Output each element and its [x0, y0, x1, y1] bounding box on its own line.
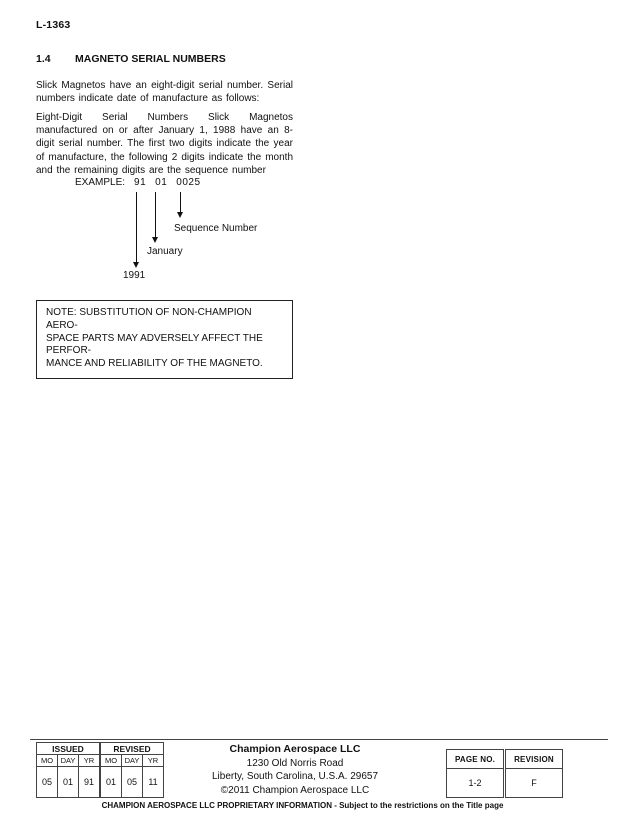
revision-value: F	[531, 778, 537, 788]
issued-mo-value: 05	[37, 767, 58, 798]
company-copyright: ©2011 Champion Aerospace LLC	[220, 784, 370, 796]
revised-mo-value: 01	[101, 767, 122, 798]
revised-day-value: 05	[122, 767, 143, 798]
proprietary-notice: CHAMPION AEROSPACE LLC PROPRIETARY INFORMATION - Subject to the restrictions on the Title page	[101, 801, 504, 810]
year-arrow-line	[136, 192, 137, 263]
sequence-arrow-line	[180, 192, 181, 213]
note-line-1: NOTE: SUBSTITUTION OF NON-CHAMPION AERO-	[46, 307, 252, 331]
example-sequence-digits: 0025	[176, 177, 201, 188]
example-label: EXAMPLE:	[75, 177, 126, 188]
revised-col-mo: MO	[101, 755, 122, 767]
month-label: January	[147, 246, 183, 257]
page-no-header: PAGE NO.	[447, 750, 503, 769]
revision-box	[505, 749, 563, 798]
issued-table	[36, 742, 100, 798]
month-arrow-line	[155, 192, 156, 238]
paragraph-serial-intro: Slick Magnetos have an eight-digit serial number. Serial numbers indicate date of manufacture as follows:	[36, 80, 293, 105]
company-block	[180, 743, 410, 797]
example-line	[75, 177, 201, 188]
company-name: Champion Aerospace LLC	[229, 743, 361, 755]
note-line-2: SPACE PARTS MAY ADVERSELY AFFECT THE PERFOR-	[46, 332, 263, 357]
year-label: 1991	[123, 270, 146, 281]
year-arrow	[133, 192, 140, 268]
section-number: 1.4	[36, 53, 51, 65]
issued-col-mo: MO	[37, 755, 58, 767]
issued-day-value: 01	[58, 767, 79, 798]
page-no-box	[446, 749, 504, 798]
note-box	[36, 300, 293, 379]
year-arrow-head	[133, 262, 139, 268]
issued-col-day: DAY	[58, 755, 79, 767]
issued-header: ISSUED	[37, 743, 100, 755]
note-line-3: MANCE AND RELIABILITY OF THE MAGNETO.	[46, 358, 263, 370]
issued-yr-value: 91	[79, 767, 100, 798]
sequence-arrow-head	[177, 212, 183, 218]
paragraph-eight-digit-serial: Eight-Digit Serial Numbers Slick Magnetos manufactured on or after January 1, 1988 have an 8-digit serial number. The first two digits indicate the year of manufacture, the following 2 digits indicate the month and the remaining digits are the sequence number	[36, 112, 293, 176]
page-no-value: 1-2	[468, 778, 482, 788]
example-month-digits: 01	[155, 177, 168, 188]
revision-header: REVISION	[506, 750, 562, 769]
month-arrow	[152, 192, 159, 243]
issued-col-yr: YR	[79, 755, 100, 767]
revised-header: REVISED	[101, 743, 164, 755]
revised-table	[100, 742, 164, 798]
sequence-label: Sequence Number	[174, 223, 258, 234]
sequence-arrow	[177, 192, 184, 218]
revised-col-yr: YR	[143, 755, 164, 767]
company-address2: Liberty, South Carolina, U.S.A. 29657	[211, 771, 379, 782]
revised-yr-value: 11	[143, 767, 164, 798]
company-address1: 1230 Old Norris Road	[246, 757, 344, 769]
doc-number: L-1363	[36, 19, 71, 31]
footer-divider	[30, 739, 608, 740]
revised-col-day: DAY	[122, 755, 143, 767]
example-year-digits: 91	[134, 177, 147, 188]
month-arrow-head	[152, 237, 158, 243]
section-title: MAGNETO SERIAL NUMBERS	[75, 53, 226, 65]
section-heading	[36, 53, 226, 65]
